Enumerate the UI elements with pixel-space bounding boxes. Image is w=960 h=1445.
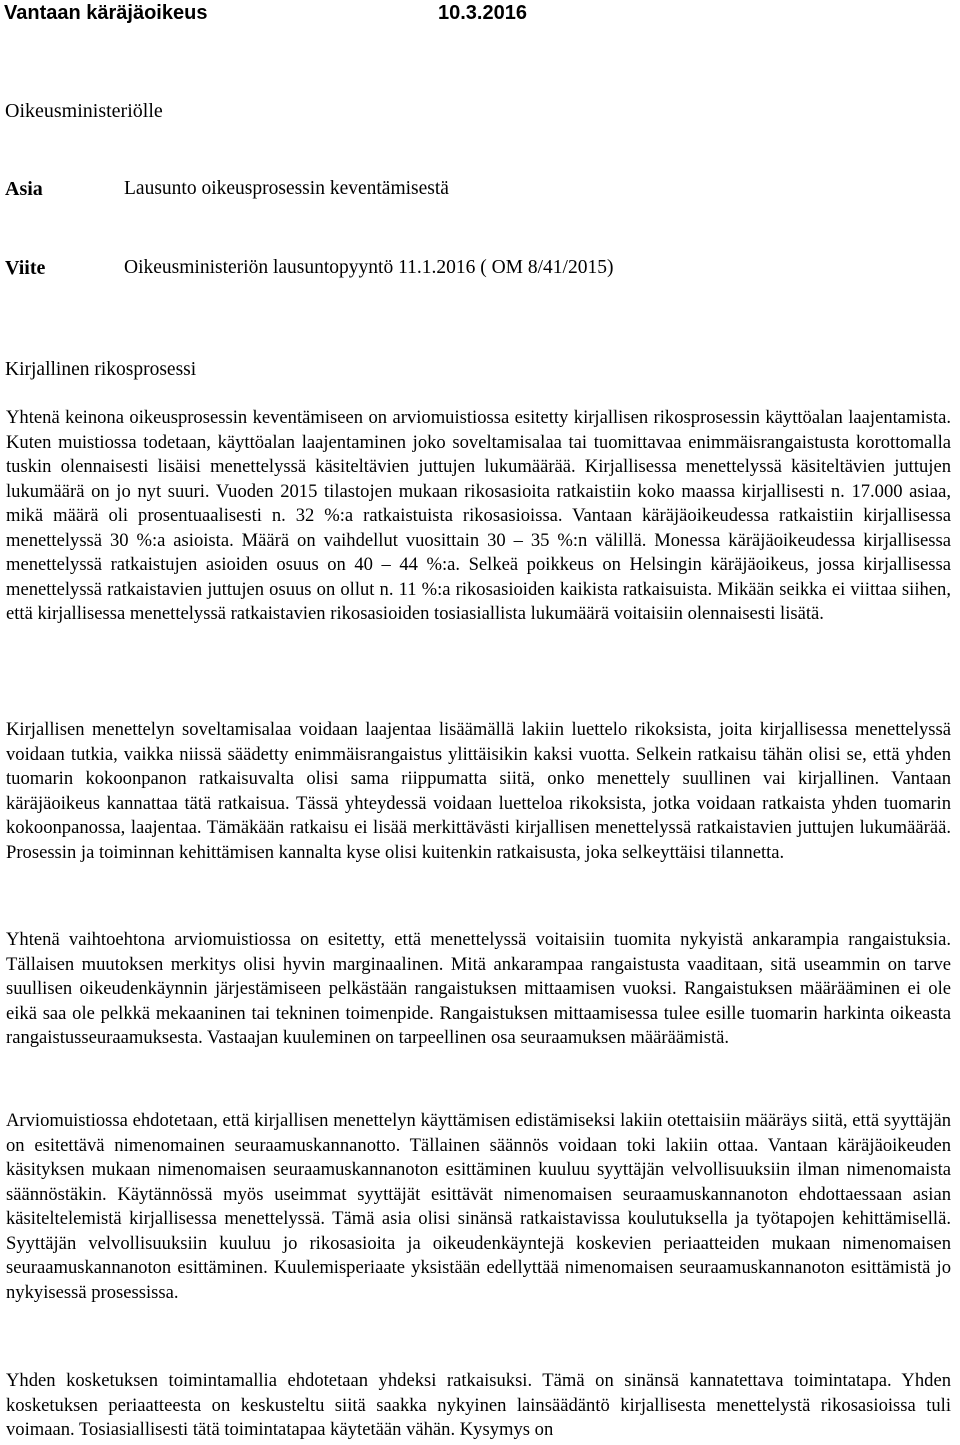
paragraph-1: Yhtenä keinona oikeusprosessin keventämiseen on arviomuistiossa esitetty kirjallisen rikosprosessin käyttöalan laajentamista. Kuten muistiossa todetaan, käyttöalan laajentaminen joko soveltamisalaa tai tuomittavaa enimmäisrangaistusta korottomalla tuskin olennaisesti lisäisi menettelyssä käsiteltävien juttujen lukumäärää. Kirjallisessa menettelyssä käsiteltävien juttujen lukumäärä on jo nyt suuri. Vuoden 2015 tilastojen mukaan rikosasioita ratkaistiin koko maassa kirjallisesti n. 17.000 asiaa, mikä määrä oli prosentuaalisesti n. 32 %:a ratkaistuista rikosasioissa. Vantaan käräjäoikeudessa ratkaistiin kirjallisessa menettelyssä 30 %:a asioista. Määrä on vaihdellut vuosittain 30 – 35 %:n välillä. Monessa käräjäoikeudessa kirjallisessa menettelyssä ratkaistujen asioiden osuus on 40 – 44 %:a. Selkeä poikkeus on Helsingin käräjäoikeus, jossa kirjallisessa menettelyssä ratkaistavien juttujen osuus on ollut n. 11 %:a rikosasioiden kaikista ratkaisuista. Mikään seikka ei viittaa siihen, että kirjallisessa menettelyssä ratkaistavien rikosasioiden tosiasiallista lukumäärä voitaisiin olennaisesti lisätä. (6, 407, 951, 624)
section-heading: Kirjallinen rikosprosessi (5, 359, 197, 380)
paragraph-3: Yhtenä vaihtoehtona arviomuistiossa on esitetty, että menettelyssä voitaisiin tuomita nykyistä ankarampia rangaistuksia. Tällaisen muutoksen merkitys olisi hyvin marginaalinen. Mitä ankarampaa rangaistusta vaaditaan, sitä useammin on tarve suullisen oikeudenkäynnin järjestämiseen pelkästään rangaistuksen mittaamisen vuoksi. Rangaistuksen määrääminen ei ole eikä saa ole pelkkä mekaaninen tai tekninen toimenpide. Rangaistuksen mittaamisessa tulee esille tuomarin harkinta oikeasta rangaistusseuraamuksesta. Vastaajan kuuleminen on tarpeellinen osa seuraamuksen määräämistä. (6, 929, 951, 1048)
paragraph-5: Yhden kosketuksen toimintamallia ehdotetaan yhdeksi ratkaisuksi. Tämä on sinänsä kannatettava toimintatapa. Yhden kosketuksen periaatteesta on keskusteltu siitä saakka nykyinen lainsäädäntö kirjallisesta menettelystä rikosasioissa tuli voimaan. Tosiasiallisesti tätä toimintatapaa käytetään vähän. Kysymys on (6, 1370, 951, 1440)
subject-label: Asia (5, 178, 43, 200)
recipient: Oikeusministeriölle (5, 100, 163, 122)
paragraph-4: Arviomuistiossa ehdotetaan, että kirjallisen menettelyn käyttämisen edistämiseksi lakiin otettaisiin määräys siitä, että syyttäjän on esitettävä nimenomainen seuraamuskannanotto. Tällainen säännös voidaan toki lakiin ottaa. Vantaan käräjäoikeuden käsityksen mukaan nimenomaisen seuraamuskannanoton esittäminen kuuluu syyttäjän velvollisuuksiin ilman nimenomaista säännöstäkin. Käytännössä myös useimmat syyttäjät esittävät nimenomaisen seuraamuskannanoton ehdottaessaan asian käsiteltelemistä kirjallisessa menettelyssä. Tämä asia olisi sinänsä ratkaistavissa koulutuksella ja työtapojen kehittämisellä. Syyttäjän velvollisuuksiin kuuluu jo rikosasioita ja oikeudenkäyntejä koskevien periaatteiden mukaan nimenomaisen seuraamuskannanoton esittäminen. Kuulemisperiaate yksistään edellyttää nimenomaisen seuraamuskannanoton esittämistä jo nykyisessä prosessissa. (6, 1110, 951, 1303)
reference-label: Viite (5, 257, 46, 279)
reference-value: Oikeusministeriön lausuntopyyntö 11.1.2016 ( OM 8/41/2015) (124, 257, 614, 278)
paragraph-2: Kirjallisen menettelyn soveltamisalaa voidaan laajentaa lisäämällä lakiin luettelo rikoksista, joita kirjallisessa menettelyssä voidaan tutkia, vaikka niissä säädetty enimmäisrangaistus ylittäisikin kaksi vuotta. Selkein ratkaisu tähän olisi se, että yhden tuomarin kokoonpanon ratkaisuvalta olisi sama riippumatta siitä, onko menettely suullinen vai kirjallinen. Vantaan käräjäoikeus kannattaa tätä ratkaisua. Tässä yhteydessä voidaan luetteloa rikoksista, jotka voidaan ratkaista yhden tuomarin kokoonpanossa, laajentaa. Tämäkään ratkaisu ei lisää merkittävästi kirjallisen menettelyssä ratkaistavien juttujen lukumäärää. Prosessin ja toiminnan kehittämisen kannalta kyse olisi kuitenkin ratkaisusta, joka selkeyttäisi tilannetta. (6, 719, 951, 863)
subject-value: Lausunto oikeusprosessin keventämisestä (124, 178, 449, 199)
document-date: 10.3.2016 (438, 2, 527, 24)
court-name: Vantaan käräjäoikeus (4, 2, 208, 24)
